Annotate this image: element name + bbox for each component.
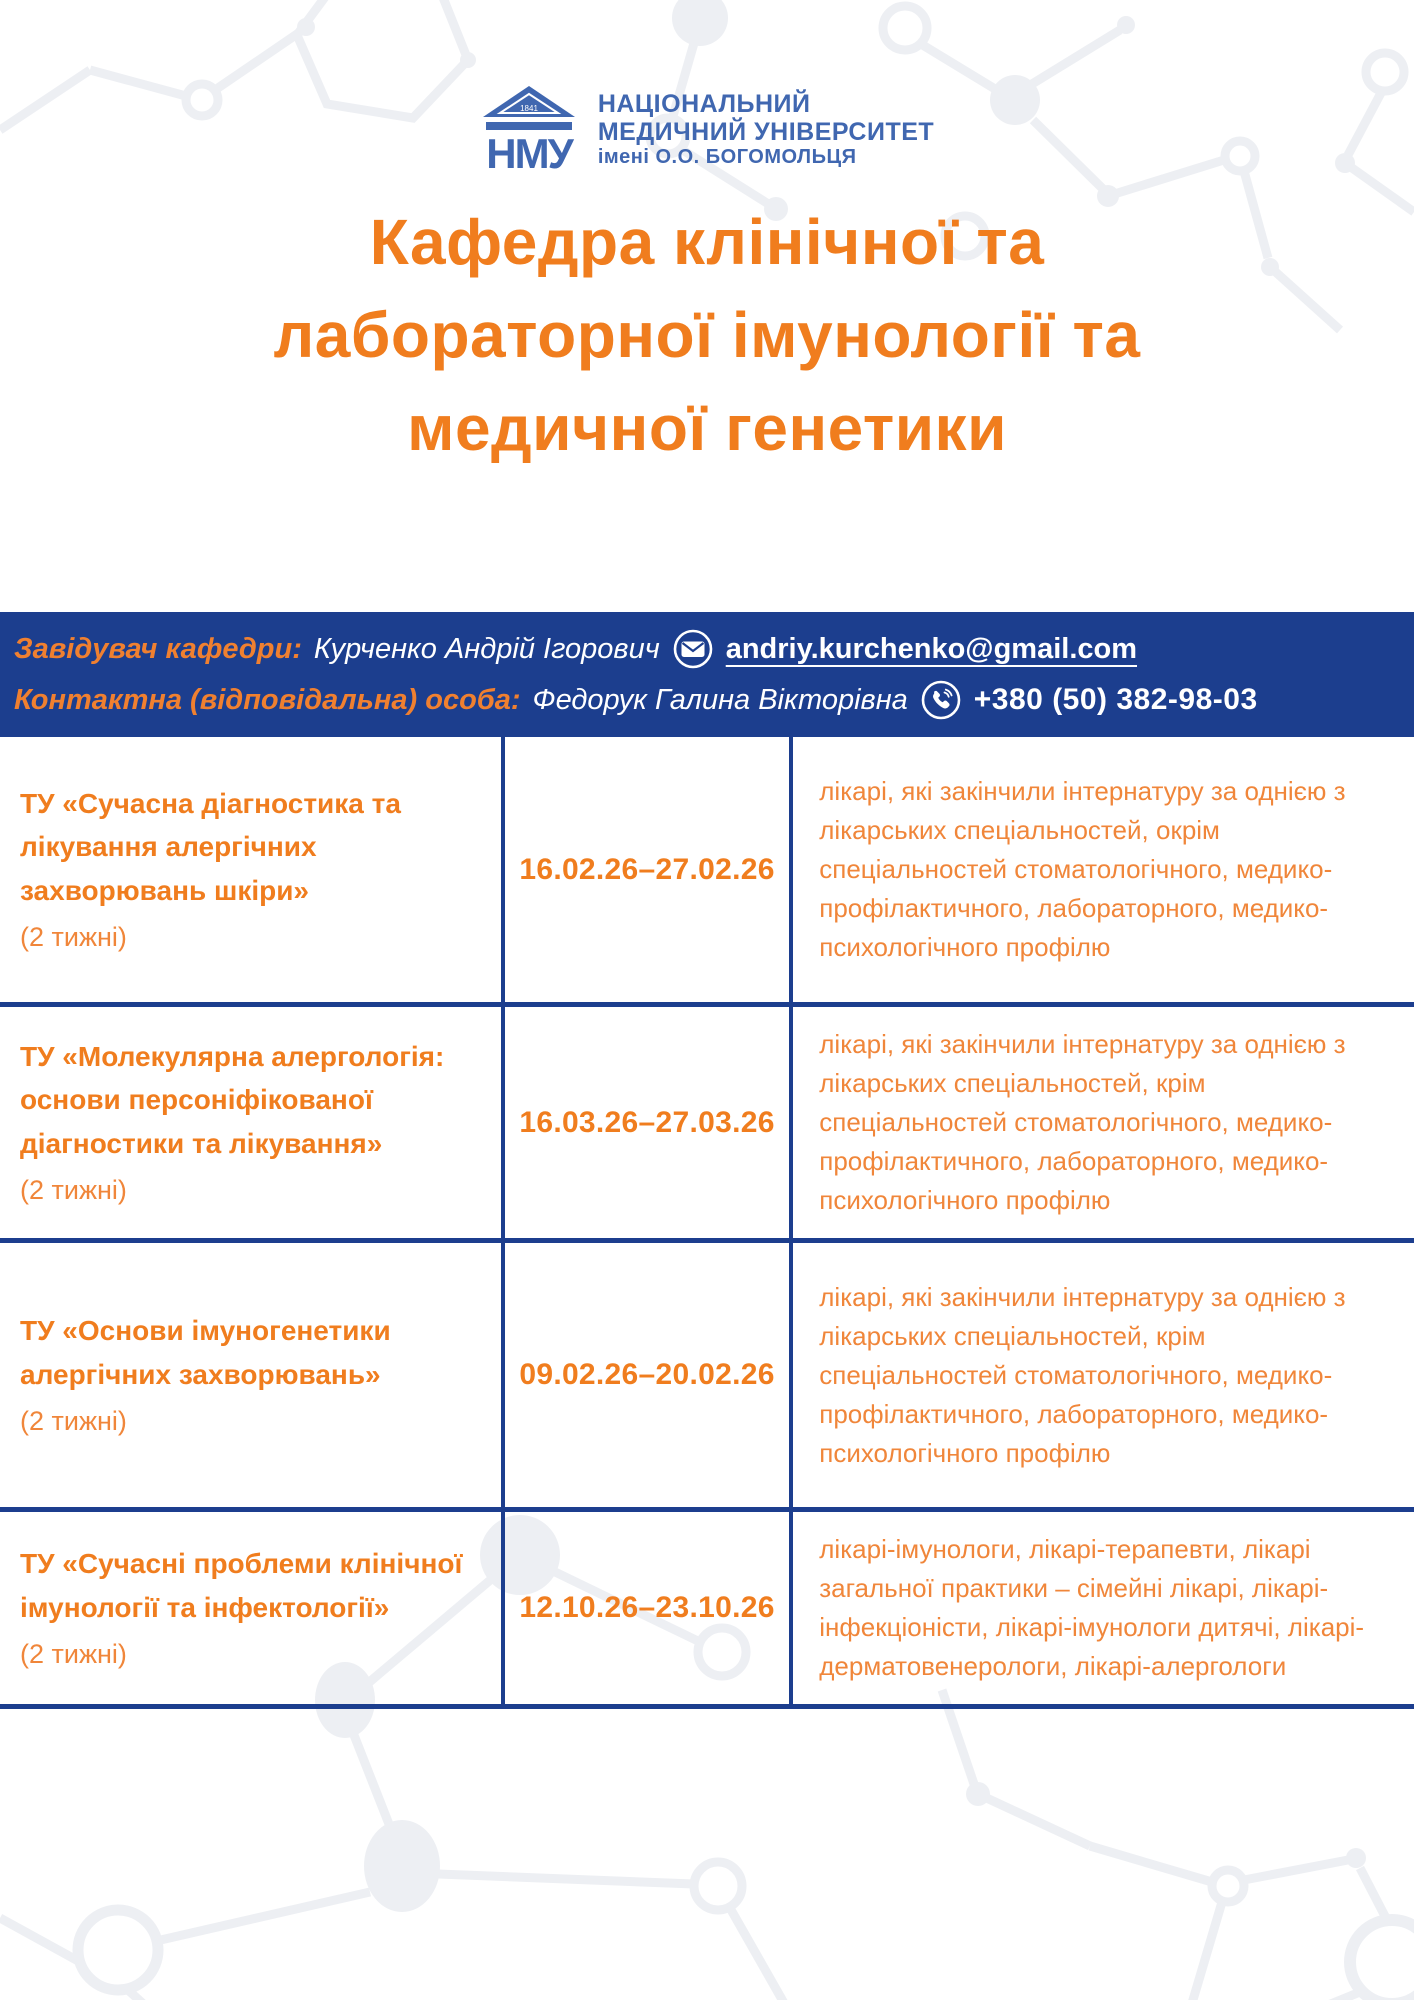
audience-cell <box>793 1512 1414 1704</box>
head-label: Завідувач кафедри: <box>14 632 302 665</box>
university-building-icon <box>480 84 578 174</box>
course-duration: (2 тижні) <box>20 1405 127 1436</box>
course-audience: лікарі, які закінчили інтернатуру за однією з лікарських спеціальностей, крім спеціальностей стоматологічного, медико-профілактичного, лабораторного, медико-психологічного профілю <box>819 1281 1346 1468</box>
course-dates: 16.03.26–27.03.26 <box>519 1105 775 1139</box>
phone-icon <box>920 679 962 721</box>
audience-cell <box>793 1007 1414 1238</box>
course-audience: лікарі, які закінчили інтернатуру за однією з лікарських спеціальностей, крім спеціальностей стоматологічного, медико-профілактичного, лабораторного, медико-психологічного профілю <box>819 1029 1346 1215</box>
university-name-line1: НАЦІОНАЛЬНИЙ <box>597 89 811 118</box>
course-duration: (2 тижні) <box>20 922 127 953</box>
university-name-line3: імені О.О. БОГОМОЛЬЦЯ <box>597 145 857 168</box>
course-schedule-table <box>0 737 1414 1709</box>
table-row <box>0 1002 1414 1238</box>
contact-person-line <box>14 679 1400 721</box>
email-icon <box>672 628 714 670</box>
phone-number[interactable]: +380 (50) 382-98-03 <box>973 683 1258 716</box>
page-title-line2: лабораторної імунології та <box>273 299 1141 371</box>
course-title: ТУ «Сучасні проблеми клінічної імунології та інфектології» <box>20 1548 463 1623</box>
course-cell <box>0 737 505 1002</box>
svg-text:НМУ: НМУ <box>486 130 572 174</box>
table-row <box>0 737 1414 1002</box>
course-duration: (2 тижні) <box>20 1175 127 1206</box>
svg-text:1841: 1841 <box>519 104 538 113</box>
email-link[interactable]: andriy.kurchenko@gmail.com <box>725 632 1138 665</box>
course-audience: лікарі-імунологи, лікарі-терапевти, лікарі загальної практики – сімейні лікарі, лікарі-інфекціоністи, лікарі-імунологи дитячі, лікарі-дерматовенерологи, лікарі-алергологи <box>819 1534 1365 1681</box>
contact-banner <box>0 612 1414 737</box>
course-dates: 09.02.26–20.02.26 <box>519 1358 775 1391</box>
page-title <box>0 196 1414 475</box>
audience-cell <box>793 1243 1414 1507</box>
university-name <box>598 90 934 168</box>
course-cell <box>0 1243 505 1507</box>
course-cell <box>0 1007 505 1238</box>
table-row <box>0 1507 1414 1704</box>
course-title: ТУ «Основи імуногенетики алергічних захворювань» <box>20 1315 391 1390</box>
dates-cell <box>505 737 793 1002</box>
dates-cell <box>505 1512 793 1704</box>
dates-cell <box>505 1243 793 1507</box>
page-title-line3: медичної генетики <box>407 392 1007 464</box>
university-logo <box>0 84 1414 174</box>
university-name-line2: МЕДИЧНИЙ УНІВЕРСИТЕТ <box>597 117 935 146</box>
department-head-line <box>14 628 1400 670</box>
dates-cell <box>505 1007 793 1238</box>
course-audience: лікарі, які закінчили інтернатуру за однією з лікарських спеціальностей, окрім спеціальностей стоматологічного, медико-профілактичного, лабораторного, медико-психологічного профілю <box>819 776 1346 962</box>
page-title-line1: Кафедра клінічної та <box>369 206 1045 278</box>
audience-cell <box>793 737 1414 1002</box>
course-title: ТУ «Сучасна діагностика та лікування алергічних захворювань шкіри» <box>20 788 401 906</box>
table-row <box>0 1238 1414 1507</box>
course-dates: 16.02.26–27.02.26 <box>519 852 775 886</box>
course-duration: (2 тижні) <box>20 1638 127 1669</box>
course-cell <box>0 1512 505 1704</box>
contact-person-label: Контактна (відповідальна) особа: <box>14 683 521 716</box>
head-name: Курченко Андрій Ігорович <box>313 632 660 665</box>
contact-person-name: Федорук Галина Вікторівна <box>532 683 908 716</box>
course-title: ТУ «Молекулярна алергологія: основи персоніфікованої діагностики та лікування» <box>20 1041 445 1159</box>
course-dates: 12.10.26–23.10.26 <box>519 1591 775 1624</box>
